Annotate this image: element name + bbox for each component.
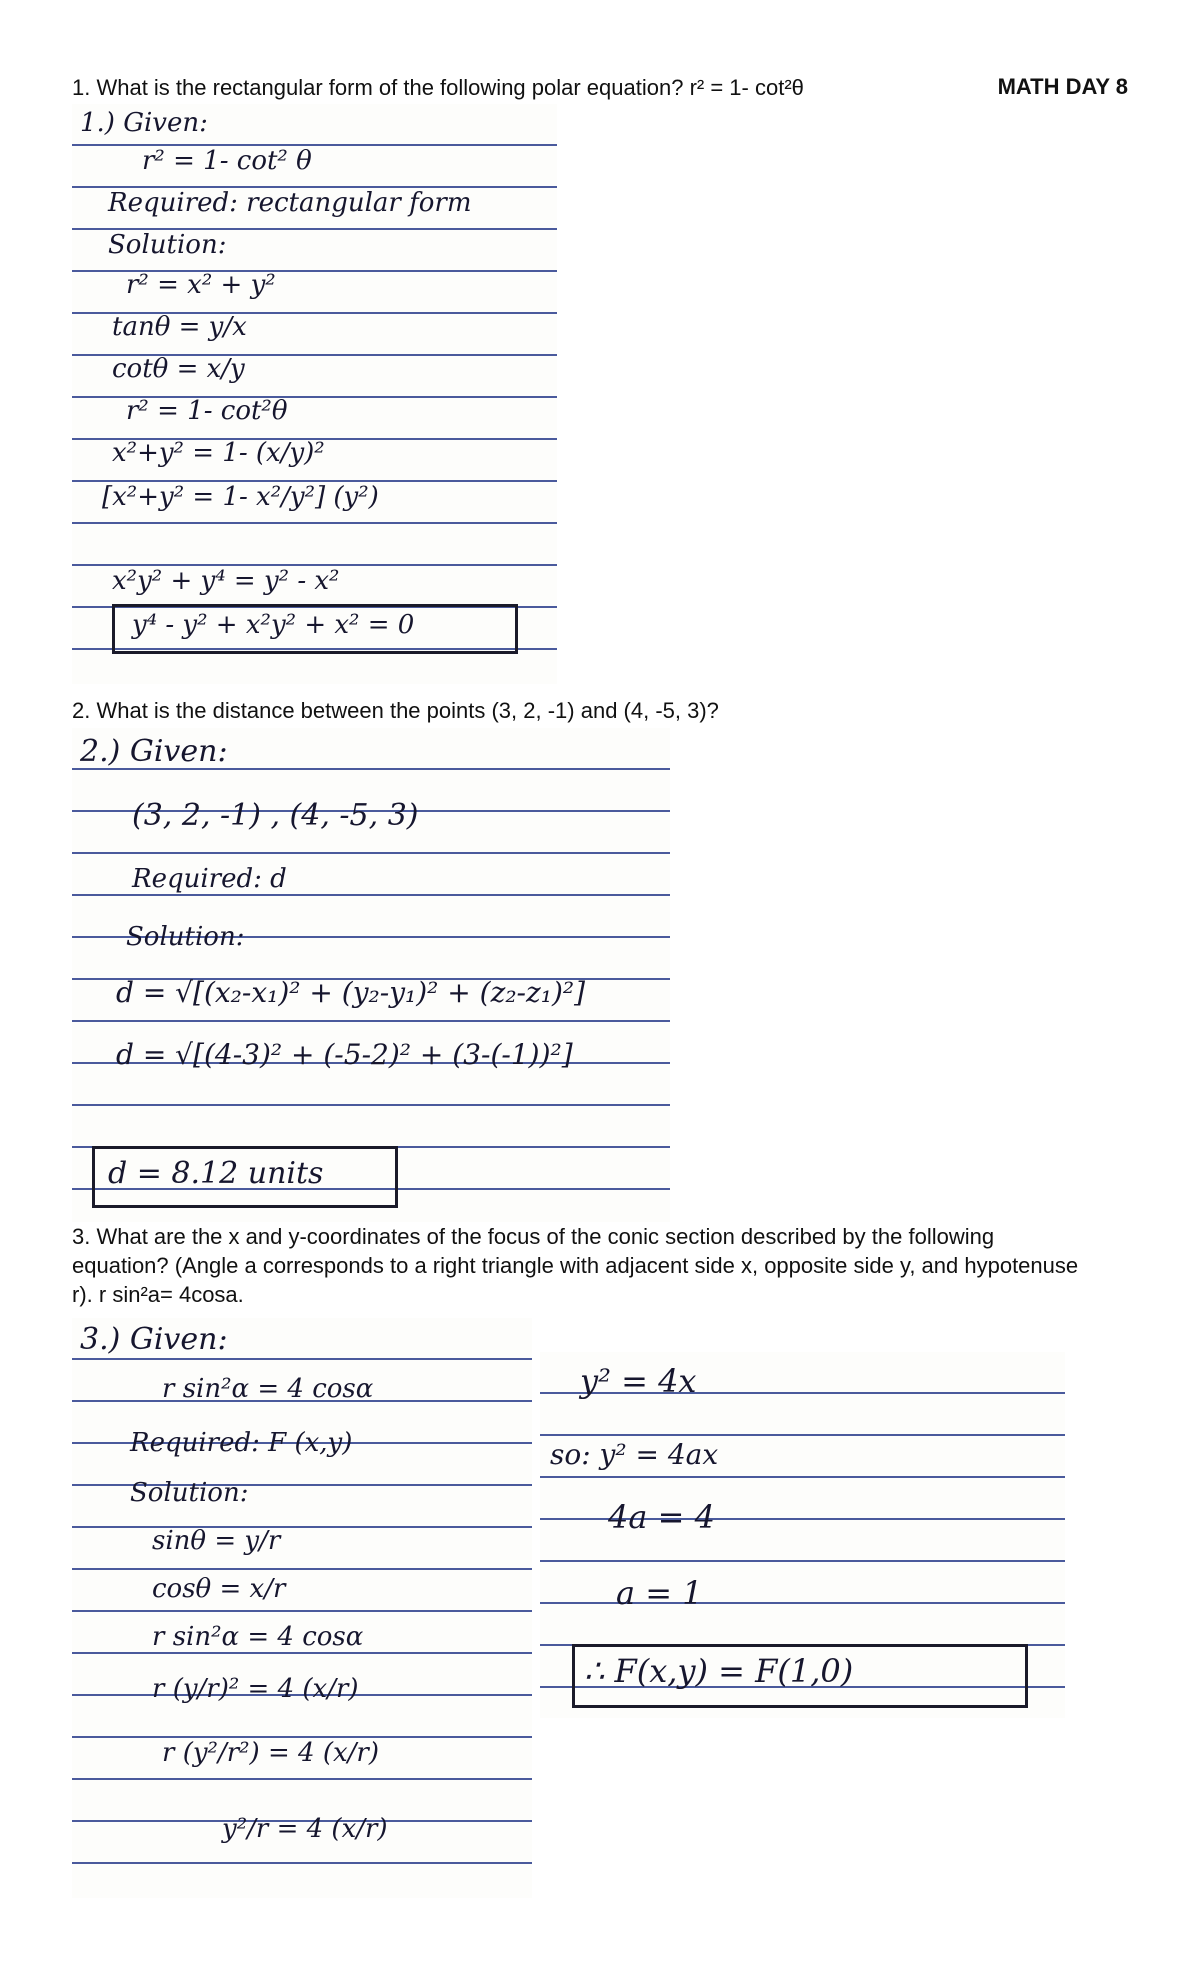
work-line: Required: rectangular form (108, 188, 472, 218)
page-title: MATH DAY 8 (997, 74, 1128, 99)
work-line: r² = x² + y² (126, 270, 276, 300)
work-line: cosθ = x/r (152, 1574, 286, 1604)
solution-3-right-image (540, 1352, 1065, 1718)
work-line: 3.) Given: (80, 1322, 228, 1357)
work-line: tanθ = y/x (112, 312, 247, 342)
work-line: y² = 4x (580, 1362, 697, 1400)
solution-2-image (72, 728, 670, 1222)
work-line: y⁴ - y² + x²y² + x² = 0 (132, 610, 415, 640)
work-line: sinθ = y/r (152, 1526, 281, 1556)
work-line: r (y²/r²) = 4 (x/r) (162, 1738, 379, 1768)
work-line: x²+y² = 1- (x/y)² (112, 438, 325, 468)
solution-3-left-image (72, 1318, 532, 1898)
work-line: Solution: (108, 230, 227, 260)
work-line: 1.) Given: (80, 108, 208, 138)
question-2: 2. What is the distance between the points (3, 2, -1) and (4, -5, 3)? (72, 698, 719, 723)
work-line: y²/r = 4 (x/r) (222, 1814, 388, 1844)
work-line: r (y/r)² = 4 (x/r) (152, 1674, 359, 1704)
work-line: cotθ = x/y (112, 354, 245, 384)
work-line: r sin²α = 4 cosα (162, 1374, 374, 1404)
solution-1-image (72, 104, 557, 684)
work-line: r sin²α = 4 cosα (152, 1622, 364, 1652)
work-line: ∴ F(x,y) = F(1,0) (584, 1652, 854, 1690)
work-line: Solution: (130, 1478, 249, 1508)
work-line: x²y² + y⁴ = y² - x² (112, 566, 340, 596)
work-line: so: y² = 4ax (550, 1438, 719, 1471)
work-line: (3, 2, -1) , (4, -5, 3) (132, 798, 419, 833)
work-line: 4a = 4 (608, 1498, 715, 1536)
work-line: Required: d (132, 864, 287, 894)
work-line: d = 8.12 units (108, 1156, 324, 1191)
work-line: d = √[(4-3)² + (-5-2)² + (3-(-1))²] (116, 1038, 573, 1071)
work-line: 2.) Given: (80, 734, 228, 769)
work-line: Solution: (126, 922, 245, 952)
work-line: d = √[(x₂-x₁)² + (y₂-y₁)² + (z₂-z₁)²] (116, 976, 586, 1009)
question-1: 1. What is the rectangular form of the following polar equation? r² = 1- cot²θ (72, 75, 804, 100)
work-line: Required: F (x,y) (130, 1428, 353, 1458)
question-3: 3. What are the x and y-coordinates of the focus of the conic section described by the following equation? (Angle a corresponds to a right triangle with adjacent side x, opposite side y, and hypotenuse r). r sin²a= 4cosa. (72, 1224, 1079, 1307)
work-line: r² = 1- cot²θ (126, 396, 288, 426)
work-line: r² = 1- cot² θ (142, 146, 312, 176)
work-line: a = 1 (616, 1574, 703, 1612)
work-line: [x²+y² = 1- x²/y²] (y²) (102, 482, 379, 512)
